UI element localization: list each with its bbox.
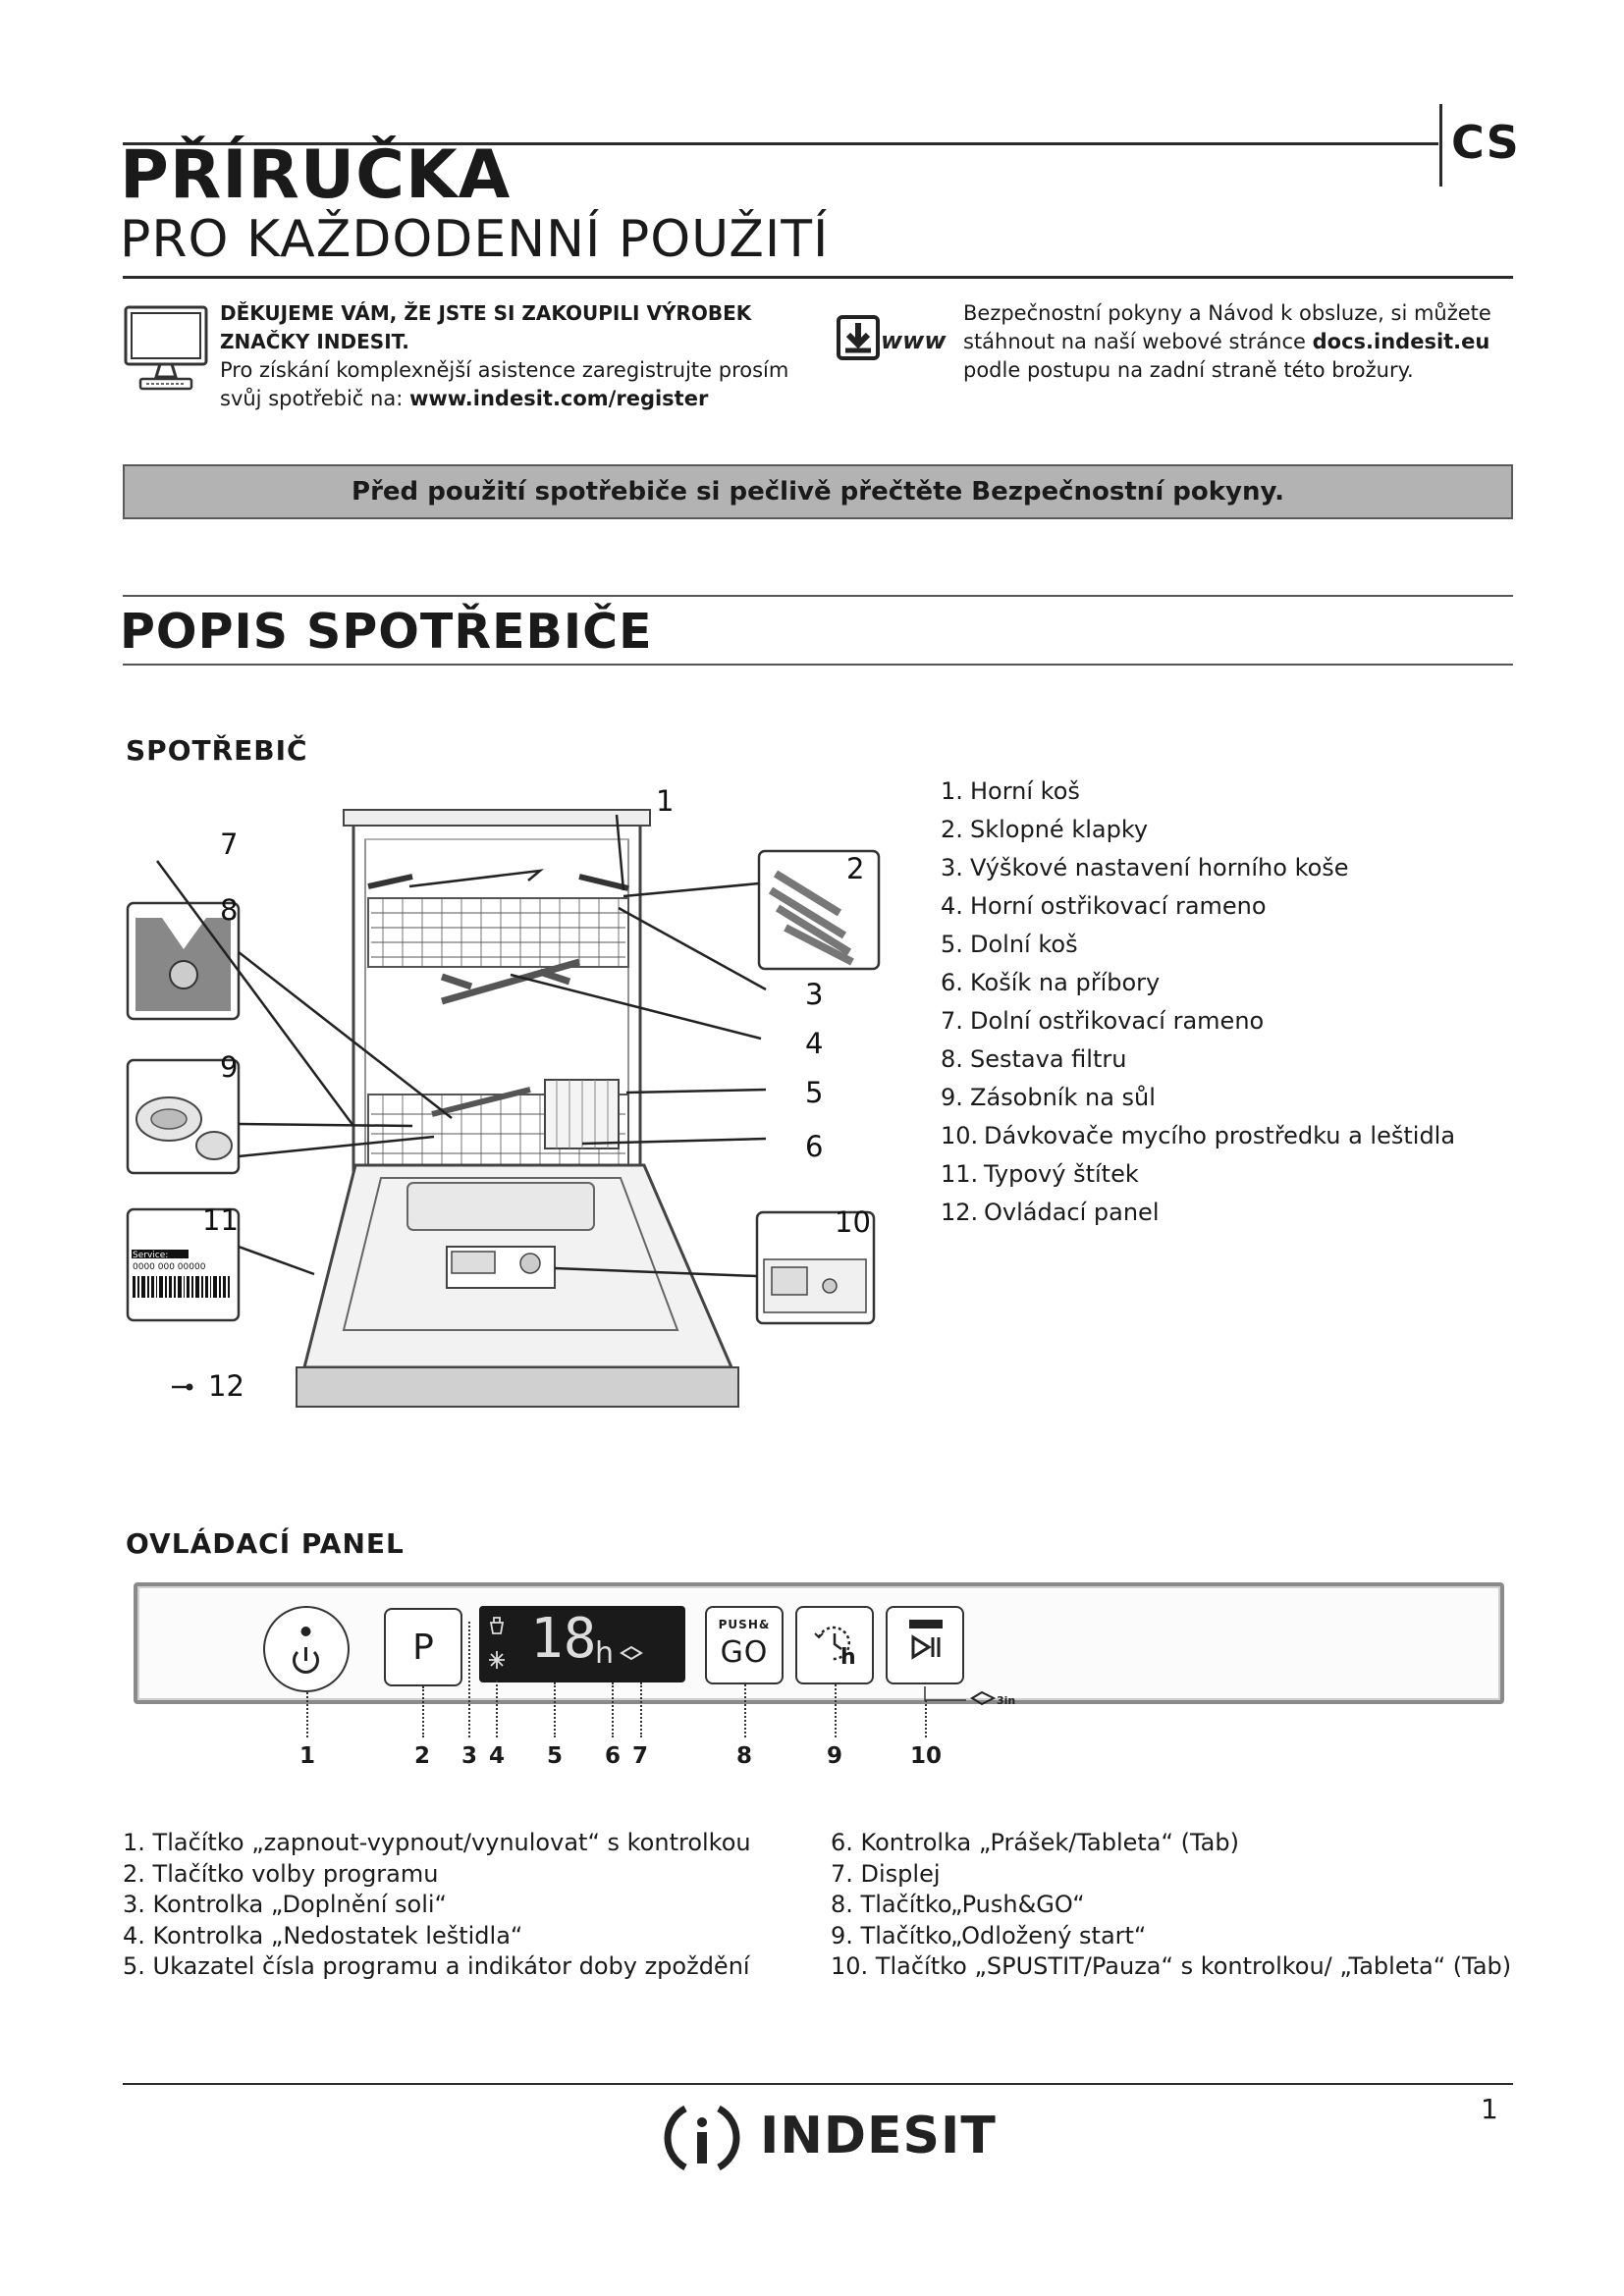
- cp-number-7: 7: [632, 1743, 649, 1769]
- register-text-2: svůj spotřebič na: www.indesit.com/register: [220, 387, 709, 410]
- thanks-heading-line2: ZNAČKY INDESIT.: [220, 330, 409, 353]
- section-bottom-rule: [123, 664, 1513, 666]
- list-item: 7. Dolní ostřikovací rameno: [941, 1007, 1265, 1035]
- tab-badge: 3in: [997, 1694, 1016, 1707]
- brand-wordmark: INDESIT: [760, 2107, 997, 2165]
- rinse-aid-icon: [487, 1649, 507, 1671]
- display-unit: h: [595, 1636, 615, 1671]
- push-go-icon: GO: [720, 1635, 769, 1670]
- delay-unit: h: [840, 1645, 856, 1670]
- cp-number-4: 4: [489, 1743, 506, 1769]
- indesit-logo: [664, 2101, 997, 2175]
- leader-6: [612, 1682, 614, 1737]
- list-item: 5. Ukazatel čísla programu a indikátor doby zpoždění: [123, 1952, 750, 1980]
- callout-11: 11: [202, 1203, 239, 1237]
- leader-2: [422, 1686, 424, 1737]
- list-item: 6. Kontrolka „Prášek/Tableta“ (Tab): [831, 1829, 1239, 1856]
- appliance-legend: [941, 773, 1455, 1232]
- callout-6: 6: [805, 1130, 824, 1163]
- list-item: 8. Tlačítko„Push&GO“: [831, 1891, 1085, 1918]
- footer-rule: [123, 2083, 1513, 2085]
- register-url[interactable]: www.indesit.com/register: [408, 387, 709, 410]
- download-block: [963, 299, 1513, 385]
- header-vertical-rule: [1439, 104, 1442, 187]
- dishwasher-diagram: [118, 780, 893, 1409]
- rating-service-code: 0000 000 00000: [133, 1262, 206, 1272]
- control-panel-legend-right: [831, 1828, 1511, 1983]
- list-item: 1. Tlačítko „zapnout-vypnout/vynulovat“ s kontrolkou: [123, 1829, 751, 1856]
- push-go-button[interactable]: [705, 1606, 784, 1684]
- appliance-heading: SPOTŘEBIČ: [126, 734, 308, 767]
- docs-url[interactable]: docs.indesit.eu: [1312, 330, 1490, 353]
- cp-number-9: 9: [827, 1743, 843, 1769]
- rating-service-label: Service:: [133, 1251, 169, 1260]
- thanks-heading-line1: DĚKUJEME VÁM, ŽE JSTE SI ZAKOUPILI VÝROBEK: [220, 301, 752, 325]
- callout-2: 2: [846, 852, 865, 885]
- control-panel-heading: OVLÁDACÍ PANEL: [126, 1527, 405, 1560]
- list-item: 5. Dolní koš: [941, 931, 1078, 958]
- leader-8: [744, 1684, 746, 1737]
- thanks-block: [220, 299, 799, 413]
- worktop-strip: [344, 810, 650, 826]
- list-item: 7. Displej: [831, 1859, 941, 1888]
- start-pause-button[interactable]: [886, 1606, 964, 1684]
- callout-1: 1: [656, 784, 675, 818]
- tablet-indicator: [923, 1686, 1031, 1716]
- leader-1: [306, 1692, 308, 1737]
- program-button-label: P: [412, 1627, 434, 1668]
- list-item: 9. Tlačítko„Odložený start“: [831, 1921, 1147, 1949]
- callout-10: 10: [835, 1205, 871, 1239]
- download-www-icon: [836, 314, 953, 365]
- control-panel-legend-left: [123, 1828, 751, 1983]
- leader-3: [468, 1622, 470, 1737]
- cp-number-1: 1: [299, 1743, 316, 1769]
- leader-10: [925, 1700, 927, 1737]
- download-text-3: podle postupu na zadní straně této brožury.: [963, 358, 1414, 382]
- program-button[interactable]: [384, 1608, 462, 1686]
- register-text: Pro získání komplexnější asistence zaregistrujte prosím: [220, 358, 789, 382]
- cp-number-6: 6: [605, 1743, 622, 1769]
- upper-basket: [368, 898, 628, 967]
- list-item: 8. Sestava filtru: [941, 1045, 1127, 1073]
- tablet-icon: [619, 1643, 644, 1663]
- list-item: 4. Kontrolka „Nedostatek leštidla“: [123, 1921, 523, 1949]
- www-icon-label: www: [881, 327, 947, 354]
- list-item: 4. Horní ostřikovací rameno: [941, 892, 1267, 920]
- display-digits: 18: [530, 1607, 597, 1671]
- download-text-1: Bezpečnostní pokyny a Návod k obsluze, si můžete: [963, 301, 1491, 325]
- cp-number-5: 5: [547, 1743, 564, 1769]
- cp-number-3: 3: [461, 1743, 478, 1769]
- list-item: 2. Tlačítko volby programu: [123, 1859, 439, 1888]
- leader-9: [835, 1684, 837, 1737]
- callout-7: 7: [220, 828, 239, 861]
- list-item: 11. Typový štítek: [941, 1160, 1139, 1188]
- callout-5: 5: [805, 1076, 824, 1109]
- header-bottom-rule: [123, 276, 1513, 279]
- monitor-icon: [123, 304, 209, 393]
- section-title: POPIS SPOTŘEBIČE: [120, 604, 653, 660]
- leader-4: [496, 1681, 498, 1737]
- callout-4: 4: [805, 1027, 824, 1060]
- list-item: 3. Kontrolka „Doplnění soli“: [123, 1891, 447, 1918]
- delay-start-button[interactable]: [795, 1606, 874, 1684]
- push-go-top-label: PUSH&: [718, 1618, 771, 1631]
- list-item: 6. Košík na příbory: [941, 969, 1161, 996]
- safety-notice-text: Před použití spotřebiče si pečlivě přečtěte Bezpečnostní pokyny.: [352, 477, 1284, 507]
- leader-5: [554, 1682, 556, 1737]
- safety-notice-bar: [123, 464, 1513, 519]
- leader-7: [640, 1682, 642, 1737]
- list-item: 10. Dávkovače mycího prostředku a leštidla: [941, 1122, 1456, 1149]
- cp-number-10: 10: [910, 1743, 943, 1769]
- callout-9: 9: [220, 1050, 239, 1084]
- manual-title: PŘÍRUČKA: [120, 136, 512, 214]
- power-button[interactable]: [263, 1606, 350, 1692]
- cp-number-8: 8: [736, 1743, 753, 1769]
- callout-3: 3: [805, 978, 824, 1011]
- callout-12: 12: [208, 1369, 244, 1403]
- page-number: 1: [1481, 2093, 1498, 2125]
- start-pause-indicator: [909, 1620, 943, 1629]
- cp-number-2: 2: [414, 1743, 431, 1769]
- list-item: 9. Zásobník na sůl: [941, 1084, 1156, 1111]
- display: [479, 1606, 685, 1682]
- delay-clock-icon: [797, 1608, 871, 1682]
- list-item: 3. Výškové nastavení horního koše: [941, 854, 1349, 881]
- list-item: 1. Horní koš: [941, 777, 1080, 805]
- control-panel-strip: [297, 1367, 738, 1407]
- salt-icon: [487, 1614, 507, 1635]
- language-code: CS: [1451, 116, 1520, 169]
- section-top-rule: [123, 595, 1513, 597]
- list-item: 12. Ovládací panel: [941, 1199, 1160, 1226]
- callout-8: 8: [220, 893, 239, 927]
- manual-subtitle: PRO KAŽDODENNÍ POUŽITÍ: [120, 210, 830, 269]
- list-item: 10. Tlačítko „SPUSTIT/Pauza“ s kontrolkou/ „Tableta“ (Tab): [831, 1952, 1512, 1980]
- download-text-2: stáhnout na naší webové stránce docs.indesit.eu: [963, 330, 1490, 353]
- power-icon: [265, 1608, 347, 1689]
- list-item: 2. Sklopné klapky: [941, 816, 1149, 843]
